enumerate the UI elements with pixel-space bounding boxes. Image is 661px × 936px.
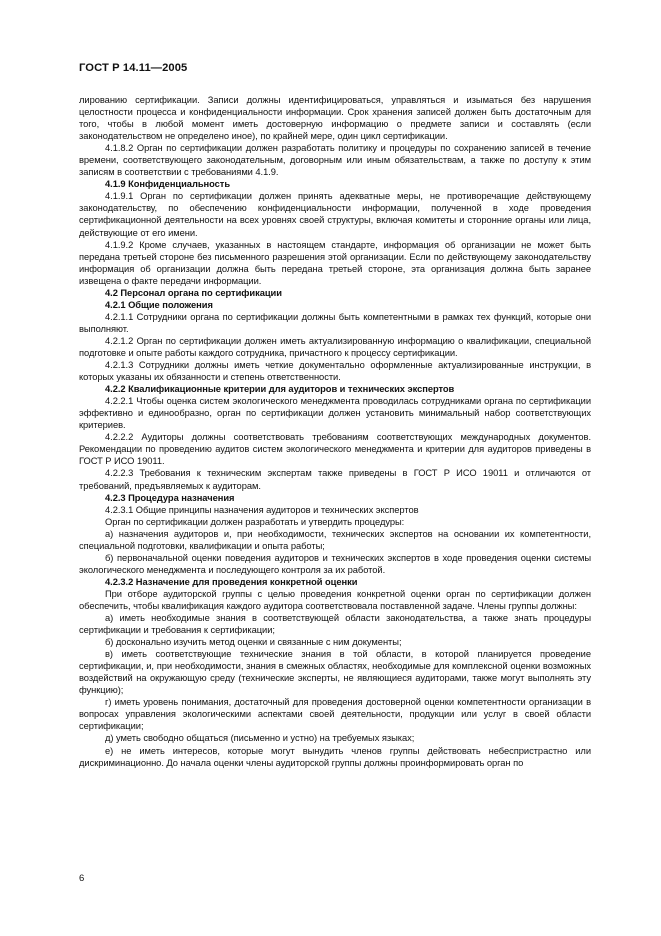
paragraph: е) не иметь интересов, которые могут вынудить членов группы действовать небеспристрастно или дискриминационно. До начала оценки члены аудиторской группы должны проинформировать орган по	[79, 745, 591, 768]
paragraph: 4.2.2.3 Требования к техническим экспертам также приведены в ГОСТ Р ИСО 19011 и отличаются от требований, предъявляемых к аудиторам.	[79, 468, 591, 491]
paragraph: д) уметь свободно общаться (письменно и устно) на требуемых языках;	[105, 733, 415, 744]
paragraph: 4.2.2.2 Аудиторы должны соответствовать требованиям соответствующих международных документов. Рекомендации по проведению аудитов систем экологического менеджмента и критерии для аудиторов приведены в ГОСТ Р ИСО 19011.	[79, 432, 591, 467]
section-heading: 4.1.9 Конфиденциальность	[105, 179, 231, 190]
paragraph: 4.2.1.3 Сотрудники должны иметь четкие документально оформленные актуализированные инструкции, в которых указаны их обязанности и степень ответственности.	[79, 360, 591, 383]
paragraph: лированию сертификации. Записи должны идентифицироваться, управляться и изыматься без нарушения целостности процесса и конфиденциальности информации. Срок хранения записей должен быть достаточным для того, чтобы в любой момент иметь достоверную информацию о предмете записи и составлять (если законодательством не определено иное), по крайней мере, один цикл сертификации.	[79, 95, 591, 142]
section-heading: 4.2.3.2 Назначение для проведения конкретной оценки	[105, 576, 358, 587]
paragraph: 4.2.1.1 Сотрудники органа по сертификации должны быть компетентными в рамках тех функций, которые они выполняют.	[79, 311, 591, 334]
paragraph: 4.2.3.1 Общие принципы назначения аудиторов и технических экспертов	[105, 504, 419, 515]
section-heading: 4.2.3 Процедура назначения	[105, 492, 235, 503]
paragraph: 4.1.9.2 Кроме случаев, указанных в настоящем стандарте, информация об организации не может быть передана третьей стороне без письменного разрешения этой организации. Если по действующему законодательству информация об организации должна быть передана третьей стороне, эта организация должна быть заранее извещена о факте передачи информации.	[79, 239, 591, 286]
paragraph: а) иметь необходимые знания в соответствующей области законодательства, а также знать процедуры сертификации и требования к сертификации;	[79, 613, 591, 636]
page-number: 6	[79, 873, 85, 884]
section-heading: 4.2 Персонал органа по сертификации	[105, 287, 282, 298]
section-heading: 4.2.2 Квалификационные критерии для аудиторов и технических экспертов	[105, 384, 455, 395]
paragraph: Орган по сертификации должен разработать и утвердить процедуры:	[105, 516, 405, 527]
paragraph: 4.2.1.2 Орган по сертификации должен иметь актуализированную информацию о квалификации, специальной подготовке и опыте работы каждого сотрудника, причастного к процессу сертификации.	[79, 335, 591, 358]
section-heading: 4.2.1 Общие положения	[105, 299, 213, 310]
paragraph: г) иметь уровень понимания, достаточный для проведения достоверной оценки компетентности организации в вопросах управления экологическими аспектами своей деятельности, продукции или услуг в своей области сертификации;	[79, 697, 591, 732]
paragraph: 4.1.9.1 Орган по сертификации должен принять адекватные меры, не противоречащие действующему законодательству, по обеспечению конфиденциальности информации, полученной в ходе проведения сертификационной деятельности на всех уровнях своей структуры, включая комитеты и сторонние органы или лица, действующие от его имени.	[79, 191, 591, 238]
document-header: ГОСТ Р 14.11—2005	[79, 62, 188, 74]
paragraph: При отборе аудиторской группы с целью проведения конкретной оценки орган по сертификации должен обеспечить, чтобы квалификация каждого аудитора соответствовала поставленной задаче. Члены группы должны:	[79, 588, 591, 611]
paragraph: 4.2.2.1 Чтобы оценка систем экологического менеджмента проводилась сотрудниками органа по сертификации эффективно и единообразно, орган по сертификации должен установить минимальный набор соответствующих критериев.	[79, 396, 591, 431]
paragraph: 4.1.8.2 Орган по сертификации должен разработать политику и процедуры по сохранению записей в течение времени, соответствующего законодательным, договорным или иным обязательствам, а также по доступу к этим записям в соответствии с требованиями 4.1.9.	[79, 143, 591, 178]
paragraph: б) досконально изучить метод оценки и связанные с ним документы;	[105, 637, 402, 648]
paragraph: в) иметь соответствующие технические знания в той области, в которой планируется проведение сертификации, и, при необходимости, знания в смежных областях, необходимые для комплексной оценки возможных воздействий на окружающую среду (технические эксперты, не являющиеся аудиторами, также могут выполнять эту функцию);	[79, 649, 591, 696]
paragraph: б) первоначальной оценки поведения аудиторов и технических экспертов в ходе проведения оценки системы экологического менеджмента и последующего контроля за их работой.	[79, 552, 591, 575]
document-body	[79, 94, 591, 769]
paragraph: а) назначения аудиторов и, при необходимости, технических экспертов на основании их компетентности, специальной подготовки, квалификации и опыта работы;	[79, 528, 591, 551]
